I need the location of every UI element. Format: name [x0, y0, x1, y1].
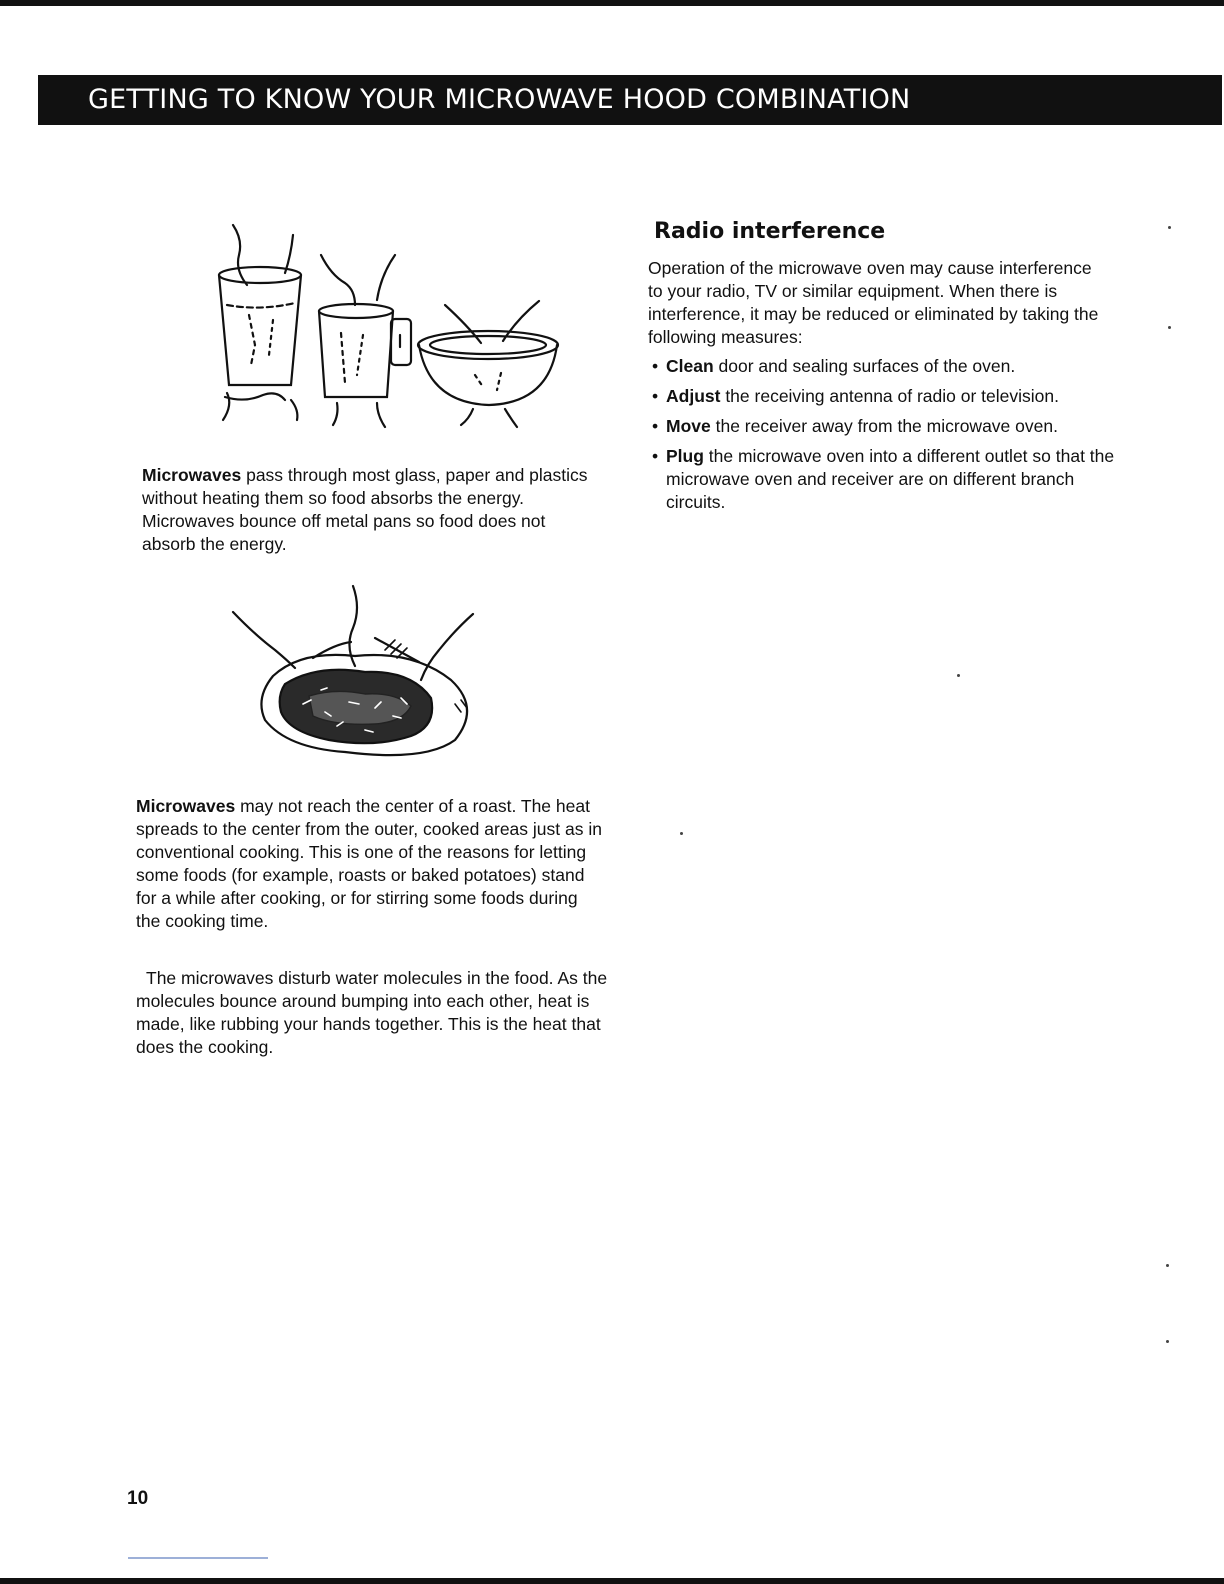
radio-interference-heading: Radio interference [654, 219, 886, 244]
roast-paragraph-lead: Microwaves [136, 796, 236, 816]
bullet-lead: Clean [666, 356, 714, 376]
bullet-text: door and sealing surfaces of the oven. [713, 356, 1016, 376]
top-rule [0, 0, 1224, 6]
scan-speck [1168, 326, 1171, 329]
containers-paragraph [142, 464, 602, 556]
bullet-lead: Adjust [666, 386, 721, 406]
interference-measures-list [652, 355, 1132, 521]
bullet-text: the receiving antenna of radio or television. [720, 386, 1059, 406]
page-header-banner: GETTING TO KNOW YOUR MICROWAVE HOOD COMBINATION [38, 75, 1222, 125]
bullet-lead: Plug [666, 446, 704, 466]
bullet-lead: Move [666, 416, 711, 436]
scan-speck [957, 674, 960, 677]
roast-microwave-illustration [225, 580, 490, 770]
footer-mark [128, 1557, 268, 1559]
page-number: 10 [127, 1488, 149, 1509]
containers-paragraph-lead: Microwaves [142, 465, 242, 485]
list-item [652, 415, 1132, 438]
containers-paragraph-text: pass through most glass, paper and plastics without heating them so food absorbs the energy. Microwaves bounce off metal pans so food does not absorb the energy. [142, 465, 588, 554]
scan-speck [680, 832, 683, 835]
microwave-containers-illustration [205, 215, 575, 430]
roast-paragraph-text: may not reach the center of a roast. The heat spreads to the center from the outer, cooked areas just as in conventional cooking. This is one of the reasons for letting some foods (for example, roasts or baked potatoes) stand for a while after cooking, or for stirring some foods during the cooking time. [136, 796, 602, 931]
list-item [652, 385, 1132, 408]
list-item [652, 355, 1132, 378]
bottom-rule [0, 1578, 1224, 1584]
radio-interference-intro: Operation of the microwave oven may cause interference to your radio, TV or similar equipment. When there is interference, it may be reduced or eliminated by taking the following measures: [648, 258, 1099, 347]
roast-paragraph [136, 795, 606, 933]
bullet-text: the microwave oven into a different outlet so that the microwave oven and receiver are on different branch circuits. [666, 446, 1115, 512]
list-item [652, 445, 1132, 514]
molecules-paragraph: The microwaves disturb water molecules in the food. As the molecules bounce around bumping into each other, heat is made, like rubbing your hands together. This is the heat that does the cooking. [136, 968, 608, 1057]
bullet-text: the receiver away from the microwave oven. [710, 416, 1058, 436]
scan-speck [1168, 226, 1171, 229]
scan-speck [1166, 1340, 1169, 1343]
scan-speck [1166, 1264, 1169, 1267]
